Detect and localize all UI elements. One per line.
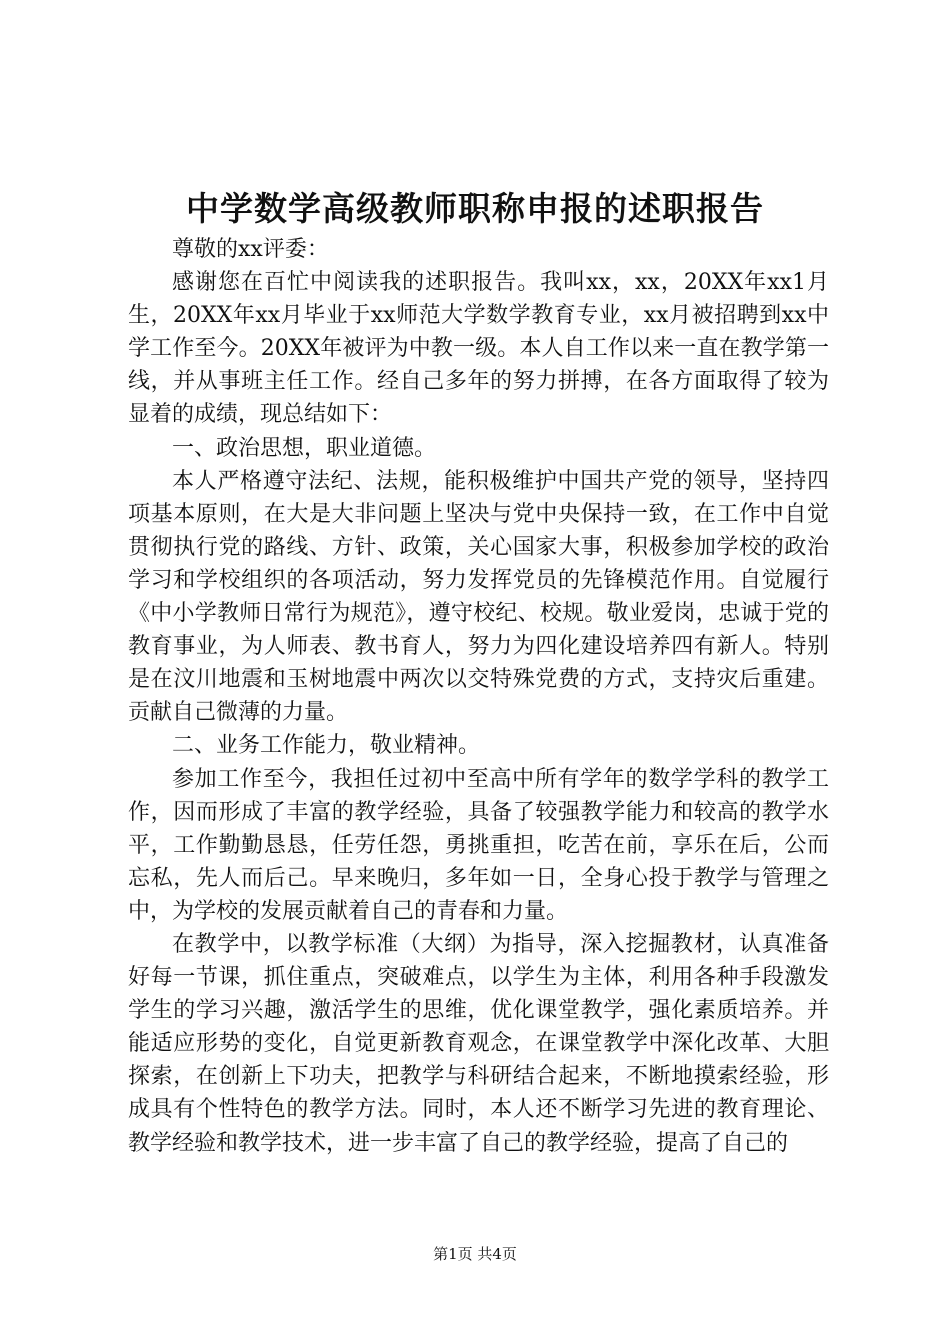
salutation-paragraph: 尊敬的xx评委：: [172, 237, 329, 262]
document-title: 中学数学高级教师职称申报的述职报告: [186, 189, 764, 228]
work-ability-paragraph: 参加工作至今，我担任过初中至高中所有学年的数学学科的教学工作，因而形成了丰富的教学经验，具备了较强教学能力和较高的教学水平，工作勤勤恳恳，任劳任怨，勇挑重担，吃苦在前，享乐在后，公而忘私，先人而后己。早来晚归，多年如一日，全身心投于教学与管理之中，为学校的发展贡献着自己的青春和力量。: [128, 766, 829, 924]
section-heading-work-ability: 二、业务工作能力，敬业精神。: [172, 733, 481, 759]
document-body: [128, 233, 829, 1160]
teaching-paragraph: 在教学中，以教学标准（大纲）为指导，深入挖掘教材，认真准备好每一节课，抓住重点，突破难点，以学生为主体，利用各种手段激发学生的学习兴趣，激活学生的思维，优化课堂教学，强化素质培养。并能适应形势的变化，自觉更新教育观念，在课堂教学中深化改革、大胆探索，在创新上下功夫，把教学与科研结合起来，不断地摸索经验，形成具有个性特色的教学方法。同时，本人还不断学习先进的教育理论、教学经验和教学技术，进一步丰富了自己的教学经验，提高了自己的: [128, 931, 829, 1156]
intro-paragraph: 感谢您在百忙中阅读我的述职报告。我叫xx，xx，20XX年xx1月生，20XX年xx月毕业于xx师范大学数学教育专业，xx月被招聘到xx中学工作至今。20XX年被评为中教一级。本人自工作以来一直在教学第一线，并从事班主任工作。经自己多年的努力拼搏，在各方面取得了较为显着的成绩，现总结如下：: [128, 270, 829, 428]
politics-paragraph: 本人严格遵守法纪、法规，能积极维护中国共产党的领导，坚持四项基本原则，在大是大非问题上坚决与党中央保持一致，在工作中自觉贯彻执行党的路线、方针、政策，关心国家大事，积极参加学校的政治学习和学校组织的各项活动，努力发挥党员的先锋模范作用。自觉履行《中小学教师日常行为规范》，遵守校纪、校规。敬业爱岗，忠诚于党的教育事业，为人师表、教书育人，努力为四化建设培养四有新人。特别是在汶川地震和玉树地震中两次以交特殊党费的方式，支持灾后重建。贡献自己微薄的力量。: [128, 468, 829, 726]
section-heading-politics: 一、政治思想，职业道德。: [172, 435, 437, 461]
page-footer: 第1页 共4页: [433, 1245, 517, 1263]
